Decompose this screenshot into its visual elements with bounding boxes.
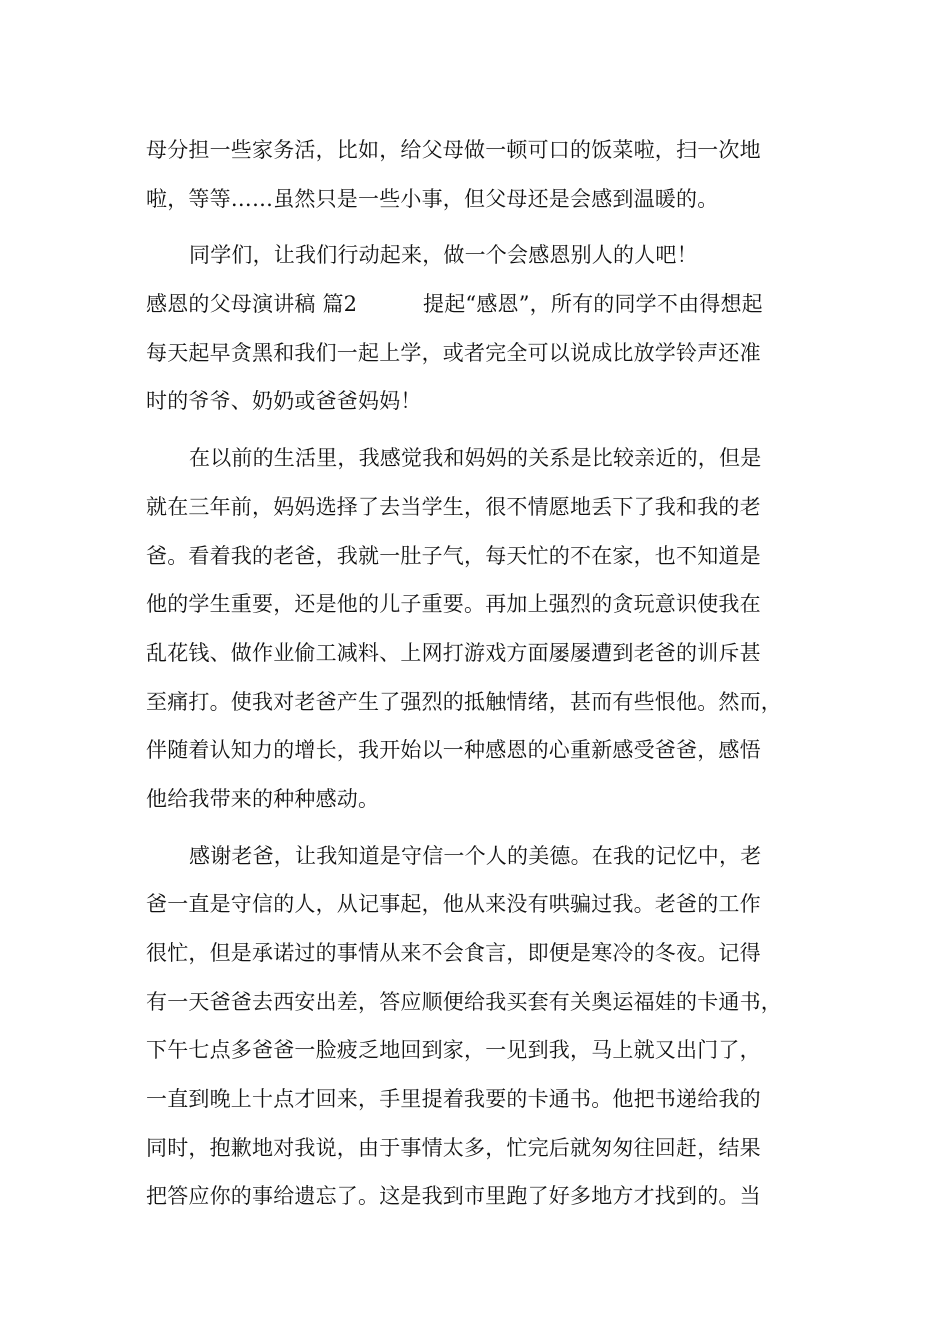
text-line: 每天起早贪黑和我们一起上学，或者完全可以说成比放学铃声还准 bbox=[146, 340, 761, 365]
section-heading-paragraph bbox=[146, 280, 826, 426]
paragraph-gap bbox=[146, 426, 826, 434]
text-line: 母分担一些家务活，比如，给父母做一顿可口的饭菜啦，扫一次地 bbox=[146, 138, 761, 162]
text-line: 很忙，但是承诺过的事情从来不会食言，即便是寒冷的冬夜。记得 bbox=[146, 941, 761, 965]
text-line: 时的爷爷、奶奶或爸爸妈妈！ bbox=[146, 389, 422, 414]
text-line: 有一天爸爸去西安出差，答应顺便给我买套有关奥运福娃的卡通书， bbox=[146, 989, 782, 1014]
paragraph bbox=[146, 832, 826, 1222]
heading-text: 提起“感恩”，所有的同学不由得想起 bbox=[423, 292, 763, 317]
paragraph bbox=[146, 231, 826, 280]
text-line: 啦，等等……虽然只是一些小事，但父母还是会感到温暖的。 bbox=[146, 186, 719, 211]
paragraph-gap bbox=[146, 824, 826, 832]
text-line: 把答应你的事给遗忘了。这是我到市里跑了好多地方才找到的。当 bbox=[146, 1184, 761, 1209]
text-line: 同学们，让我们行动起来，做一个会感恩别人的人吧！ bbox=[189, 243, 698, 268]
text-line: 乱花钱、做作业偷工减料、上网打游戏方面屡屡遭到老爸的训斥甚 bbox=[146, 640, 761, 665]
text-line: 至痛打。使我对老爸产生了强烈的抵触情绪，甚而有些恨他。然而， bbox=[146, 689, 782, 714]
text-line: 他给我带来的种种感动。 bbox=[146, 786, 380, 811]
paragraph-gap bbox=[146, 223, 826, 231]
text-line: 爸。看着我的老爸，我就一肚子气，每天忙的不在家，也不知道是 bbox=[146, 543, 761, 568]
text-line: 一直到晚上十点才回来，手里提着我要的卡通书。他把书递给我的 bbox=[146, 1087, 761, 1112]
paragraph bbox=[146, 434, 826, 824]
paragraph bbox=[146, 126, 826, 223]
section-heading: 感恩的父母演讲稿 篇2 bbox=[146, 292, 358, 317]
text-line: 下午七点多爸爸一脸疲乏地回到家，一见到我，马上就又出门了， bbox=[146, 1038, 761, 1063]
text-line: 同时，抱歉地对我说，由于事情太多，忙完后就匆匆往回赶，结果 bbox=[146, 1135, 761, 1160]
text-line: 就在三年前，妈妈选择了去当学生，很不情愿地丢下了我和我的老 bbox=[146, 494, 761, 519]
text-line: 他的学生重要，还是他的儿子重要。再加上强烈的贪玩意识使我在 bbox=[146, 592, 761, 617]
heading-line bbox=[146, 280, 826, 329]
document-body bbox=[146, 126, 826, 1221]
text-line: 感谢老爸，让我知道是守信一个人的美德。在我的记忆中，老 bbox=[189, 843, 762, 868]
text-line: 爸一直是守信的人，从记事起，他从来没有哄骗过我。老爸的工作 bbox=[146, 892, 761, 917]
text-line: 在以前的生活里，我感觉我和妈妈的关系是比较亲近的，但是 bbox=[189, 446, 762, 471]
text-line: 伴随着认知力的增长，我开始以一种感恩的心重新感受爸爸，感悟 bbox=[146, 738, 761, 763]
